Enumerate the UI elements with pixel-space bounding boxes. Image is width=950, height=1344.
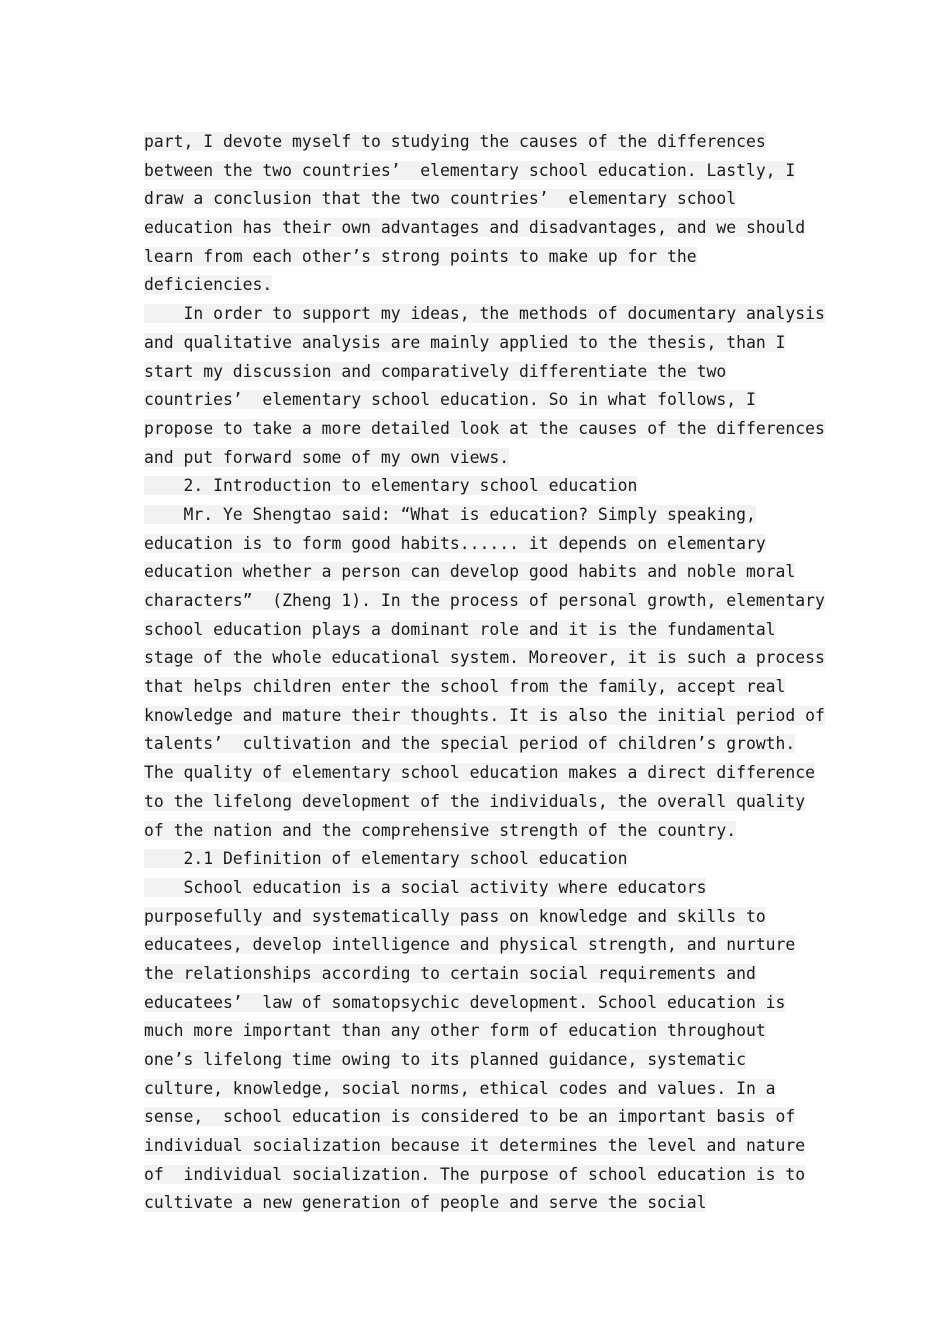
text-line: of individual socialization. The purpose of school education is to <box>144 1164 806 1184</box>
body-text <box>144 128 824 1218</box>
text-line: draw a conclusion that the two countries’ elementary school <box>144 189 737 209</box>
text-line: talents’ cultivation and the special period of children’s growth. <box>144 734 796 754</box>
text-line: that helps children enter the school from the family, accept real <box>144 677 786 697</box>
text-line: characters” (Zheng 1). In the process of personal growth, elementary <box>144 591 825 610</box>
text-line: purposefully and systematically pass on knowledge and skills to <box>144 906 766 926</box>
text-line: education is to form good habits...... it depends on elementary <box>144 533 766 553</box>
text-line: and qualitative analysis are mainly applied to the thesis, than I <box>144 332 786 352</box>
text-line: individual socialization because it determines the level and nature <box>144 1136 806 1156</box>
text-line: education has their own advantages and disadvantages, and we should <box>144 218 806 238</box>
text-line: part, I devote myself to studying the causes of the differences <box>144 132 766 151</box>
text-line: education whether a person can develop good habits and noble moral <box>144 562 796 582</box>
text-line: and put forward some of my own views. <box>144 447 510 467</box>
text-line: school education plays a dominant role and it is the fundamental <box>144 619 776 639</box>
text-line: to the lifelong development of the individuals, the overall quality <box>144 791 806 811</box>
text-line: learn from each other’s strong points to make up for the <box>144 246 697 266</box>
text-line: between the two countries’ elementary school education. Lastly, I <box>144 160 796 180</box>
text-line: propose to take a more detailed look at the causes of the differences <box>144 418 825 438</box>
text-line: of the nation and the comprehensive strength of the country. <box>144 820 737 840</box>
text-line: The quality of elementary school education makes a direct difference <box>144 763 816 783</box>
text-line: stage of the whole educational system. Moreover, it is such a process <box>144 648 825 668</box>
text-line: sense, school education is considered to be an important basis of <box>144 1107 796 1127</box>
text-line: deficiencies. <box>144 275 273 295</box>
text-line: educatees, develop intelligence and physical strength, and nurture <box>144 935 796 955</box>
text-line: culture, knowledge, social norms, ethical codes and values. In a <box>144 1078 776 1098</box>
text-line: much more important than any other form of education throughout <box>144 1021 766 1041</box>
text-line: educatees’ law of somatopsychic development. School education is <box>144 992 786 1012</box>
text-line: countries’ elementary school education. So in what follows, I <box>144 390 756 410</box>
text-line: one’s lifelong time owing to its planned guidance, systematic <box>144 1050 746 1069</box>
text-line: start my discussion and comparatively differentiate the two <box>144 361 727 381</box>
text-line: School education is a social activity where educators <box>144 877 707 897</box>
text-line: knowledge and mature their thoughts. It is also the initial period of <box>144 705 825 725</box>
text-line: In order to support my ideas, the methods of documentary analysis <box>144 304 825 324</box>
section-heading: 2. Introduction to elementary school education <box>144 476 638 496</box>
subsection-heading: 2.1 Definition of elementary school education <box>144 849 628 869</box>
text-line: cultivate a new generation of people and serve the social <box>144 1193 707 1213</box>
text-line: the relationships according to certain social requirements and <box>144 963 756 983</box>
text-line: Mr. Ye Shengtao said: “What is education? Simply speaking, <box>144 504 756 524</box>
